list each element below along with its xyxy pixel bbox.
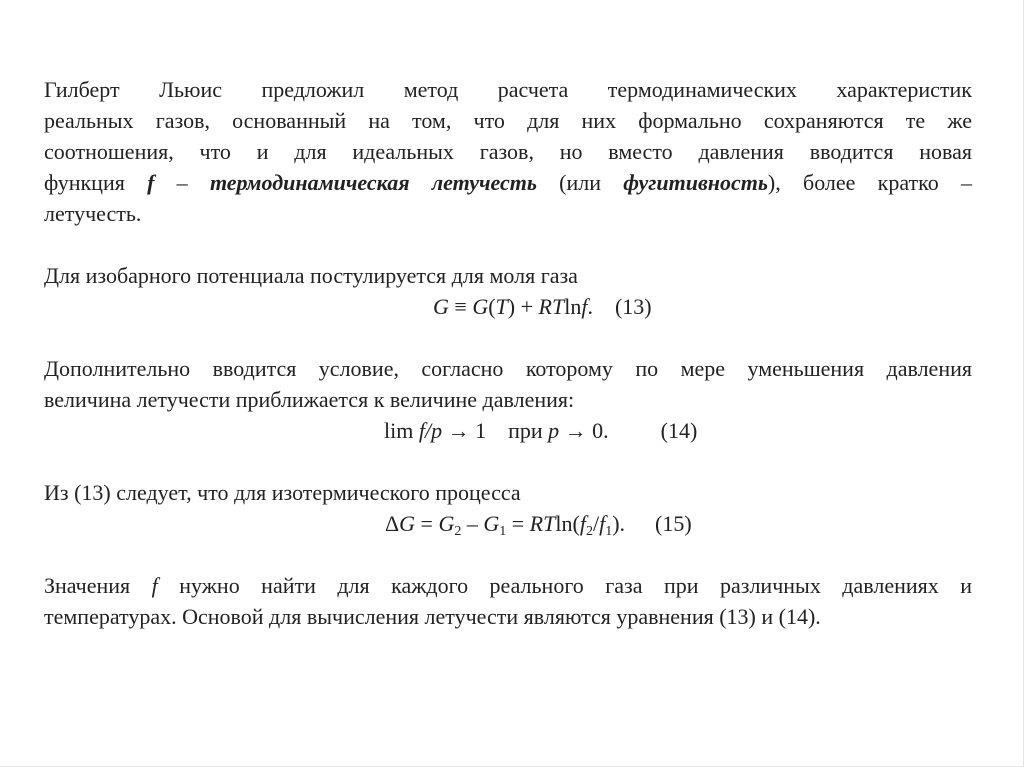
isothermal-line: Из (13) следует, что для изотермического процесса: [44, 480, 521, 505]
formula-13-dot: .: [587, 294, 593, 319]
formula-13-G-of-T: G: [472, 294, 489, 319]
fugacity-symbol: f: [147, 170, 155, 195]
formula-13-G: G: [433, 294, 449, 319]
intro-line-1: Гилберт Льюис предложил метод расчета термодинамических характеристик: [44, 77, 972, 102]
formula-15-equals: =: [415, 511, 439, 536]
conclusion-paragraph: [44, 570, 972, 632]
dash: –: [154, 170, 210, 195]
isothermal-paragraph: [44, 477, 972, 508]
formula-13-T: T: [495, 294, 508, 319]
formula-13-identity: ≡: [448, 294, 473, 319]
formula-15-f1: f: [599, 511, 606, 536]
equation-number-15: (15): [655, 511, 692, 536]
formula-14: [384, 415, 697, 446]
conclusion-f-symbol: f: [151, 573, 158, 598]
condition-line-2: величина летучести приближается к величине давления:: [44, 387, 575, 412]
formula-15-slash: /: [592, 511, 600, 536]
intro-line-5: летучесть.: [44, 201, 142, 226]
formula-13: [433, 291, 652, 322]
formula-14-tends-to-one: → 1: [442, 418, 487, 443]
condition-paragraph: [44, 353, 972, 415]
condition-line-1: Дополнительно вводится условие, согласно которому по мере уменьшения давления: [44, 356, 972, 381]
formula-13-ln: ln: [564, 294, 582, 319]
formula-15-delta: Δ: [385, 511, 400, 536]
formula-15-G2: G: [438, 511, 455, 536]
formula-15-sub-1: 1: [499, 524, 507, 539]
formula-15-equals-2: =: [506, 511, 530, 536]
formula-15-G: G: [399, 511, 416, 536]
isobaric-line: Для изобарного потенциала постулируется для моля газа: [44, 263, 578, 288]
formula-15-f2: f: [579, 511, 586, 536]
conclusion-line-1-start: Значения: [44, 573, 152, 598]
intro-line-4-text: функция: [44, 170, 148, 195]
formula-15-f-sub-2: 2: [585, 524, 593, 539]
intro-line-2: реальных газов, основанный на том, что для них формально сохраняются те же: [44, 108, 972, 133]
formula-15-f-sub-1: 1: [605, 524, 613, 539]
term-thermodynamic-fugacity: термодинамическая летучесть: [209, 170, 537, 195]
formula-14-f-over-p: f/p: [418, 418, 443, 443]
formula-15: [385, 508, 692, 539]
intro-line-4-paren: (или: [536, 170, 624, 195]
formula-15-G1: G: [483, 511, 500, 536]
intro-line-4: [44, 167, 972, 198]
formula-15-minus: –: [461, 511, 484, 536]
isobaric-paragraph: [44, 260, 972, 291]
term-fugitivity: фугитивность: [623, 170, 768, 195]
formula-15-close: ).: [612, 511, 626, 536]
conclusion-line-1: [44, 570, 972, 601]
formula-14-tends-to-zero: → 0.: [559, 418, 609, 443]
formula-15-RT: RT: [529, 511, 556, 536]
intro-line-3: соотношения, что и для идеальных газов, но вместо давления вводится новая: [44, 139, 972, 164]
formula-14-p: p: [548, 418, 560, 443]
formula-13-paren-open: (: [488, 294, 496, 319]
formula-14-when: при: [508, 418, 549, 443]
formula-13-f: f: [581, 294, 588, 319]
formula-13-plus: ) +: [507, 294, 539, 319]
formula-15-sub-2: 2: [454, 524, 462, 539]
intro-paragraph: [44, 74, 972, 229]
intro-line-4-end: ), более кратко –: [767, 170, 972, 195]
formula-13-RT: RT: [538, 294, 565, 319]
conclusion-line-2: температурах. Основой для вычисления летучести являются уравнения (13) и (14).: [44, 604, 821, 629]
formula-15-ln: ln(: [555, 511, 580, 536]
equation-number-14: (14): [660, 418, 698, 443]
formula-14-lim: lim: [384, 418, 419, 443]
equation-number-13: (13): [614, 294, 652, 319]
conclusion-line-1-rest: нужно найти для каждого реального газа при различных давлениях и: [157, 573, 972, 598]
